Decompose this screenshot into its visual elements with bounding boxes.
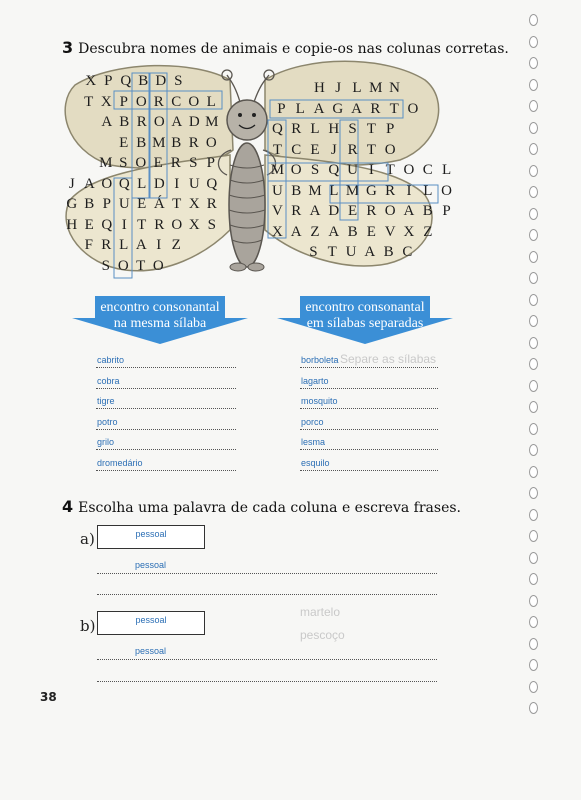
exercise-number: 3 bbox=[62, 38, 74, 57]
sentence-line-b1[interactable] bbox=[97, 648, 437, 660]
wordsearch-letter[interactable]: E bbox=[153, 155, 163, 171]
answer-word: lesma bbox=[301, 437, 326, 447]
answer-word: porco bbox=[301, 416, 324, 427]
exercise-instruction: Escolha uma palavra de cada coluna e escreva frases. bbox=[78, 500, 462, 516]
sentence-word-b: pessoal bbox=[135, 646, 167, 656]
exercise-4-heading bbox=[62, 497, 461, 516]
wordsearch-letter[interactable]: A bbox=[171, 114, 183, 130]
answer-word: cobra bbox=[97, 375, 120, 386]
wordsearch-letter[interactable]: U bbox=[188, 175, 200, 192]
wordsearch-letter[interactable]: H bbox=[313, 80, 325, 96]
wordsearch-letter[interactable]: L bbox=[352, 80, 362, 96]
wordsearch-letter[interactable]: L bbox=[441, 162, 452, 178]
wordsearch-letter[interactable]: P bbox=[386, 121, 395, 137]
sentence-line-a2[interactable] bbox=[97, 583, 437, 595]
wordsearch-letter[interactable]: I bbox=[156, 237, 162, 253]
wordsearch-letter[interactable]: H bbox=[328, 121, 340, 137]
word-box-a[interactable] bbox=[97, 525, 205, 549]
wordsearch-letter[interactable]: L bbox=[310, 121, 320, 137]
wordsearch-letter[interactable]: M bbox=[369, 80, 383, 96]
wordsearch-letter[interactable]: I bbox=[368, 162, 374, 178]
wordsearch-letter[interactable]: J bbox=[68, 175, 75, 192]
wordsearch-letter[interactable]: A bbox=[351, 100, 362, 117]
wordsearch-letter[interactable]: O bbox=[290, 162, 302, 178]
wordsearch-letter[interactable]: Á bbox=[153, 196, 165, 212]
wordsearch-letter[interactable]: R bbox=[291, 203, 302, 219]
wordsearch-letter[interactable]: E bbox=[119, 134, 129, 151]
wordsearch-letter[interactable]: L bbox=[137, 175, 147, 192]
wordsearch-letter[interactable]: P bbox=[442, 203, 451, 219]
sentence-line-a1[interactable] bbox=[97, 562, 437, 574]
wordsearch-letter[interactable]: O bbox=[384, 203, 396, 219]
wordsearch-letter[interactable]: O bbox=[117, 257, 129, 274]
wordsearch-letter[interactable]: I bbox=[174, 175, 180, 192]
wordsearch-letter[interactable]: E bbox=[366, 223, 376, 240]
wordsearch-letter[interactable]: R bbox=[170, 155, 181, 171]
wordsearch-letter[interactable]: P bbox=[102, 196, 111, 212]
wordsearch-letter[interactable]: S bbox=[207, 216, 216, 233]
show-through-text: martelo bbox=[300, 605, 341, 619]
answer-line[interactable] bbox=[96, 395, 236, 409]
wordsearch-letter[interactable]: V bbox=[384, 223, 396, 240]
wordsearch-letter[interactable]: S bbox=[309, 244, 318, 260]
sentence-line-b2[interactable] bbox=[97, 670, 437, 682]
wordsearch-letter[interactable]: L bbox=[329, 182, 339, 199]
wordsearch-letter[interactable]: A bbox=[290, 223, 302, 240]
wordsearch-letter[interactable]: S bbox=[189, 155, 198, 171]
item-letter-a: a) bbox=[80, 530, 95, 548]
wordsearch-letter[interactable]: Z bbox=[171, 237, 181, 253]
wordsearch-letter[interactable]: R bbox=[154, 216, 165, 233]
wordsearch-letter[interactable]: U bbox=[345, 244, 357, 260]
wordsearch-letter[interactable]: M bbox=[152, 134, 166, 151]
wordsearch-letter[interactable]: H bbox=[66, 216, 78, 233]
exercise-instruction: Descubra nomes de animais e copie-os nas colunas corretas. bbox=[78, 41, 509, 57]
answer-line[interactable] bbox=[96, 436, 236, 450]
wordsearch-letter[interactable]: X bbox=[188, 216, 200, 233]
wordsearch-letter[interactable]: B bbox=[138, 73, 149, 89]
wordsearch-letter[interactable]: D bbox=[155, 73, 167, 89]
sentence-word-a: pessoal bbox=[135, 560, 167, 570]
wordsearch-letter[interactable]: A bbox=[309, 203, 321, 219]
wordsearch-letter[interactable]: T bbox=[137, 216, 147, 233]
wordsearch-letter[interactable]: X bbox=[100, 93, 112, 110]
wordsearch-letter[interactable]: R bbox=[347, 141, 358, 158]
wordsearch-letter[interactable]: R bbox=[370, 100, 381, 117]
wordsearch-letter[interactable]: A bbox=[328, 223, 340, 240]
wordsearch-letter[interactable]: O bbox=[407, 100, 419, 117]
wordsearch-letter[interactable]: X bbox=[403, 223, 415, 240]
wordsearch-letter[interactable]: L bbox=[295, 100, 305, 117]
wordsearch-letter[interactable]: R bbox=[291, 121, 302, 137]
wordsearch-letter[interactable]: O bbox=[152, 257, 164, 274]
wordsearch-letter[interactable]: N bbox=[389, 80, 400, 96]
wordsearch-letter[interactable]: C bbox=[422, 162, 433, 178]
wordsearch-letter[interactable]: M bbox=[345, 182, 360, 199]
show-through-text: pescoço bbox=[300, 628, 345, 642]
wordsearch-letter[interactable]: U bbox=[118, 196, 130, 212]
wordsearch-letter[interactable]: Q bbox=[206, 175, 218, 192]
wordsearch-letter[interactable]: R bbox=[366, 203, 377, 219]
wordsearch-letter[interactable]: B bbox=[291, 182, 302, 199]
wordsearch-letter[interactable]: B bbox=[136, 134, 147, 151]
wordsearch-letter[interactable]: O bbox=[188, 93, 200, 110]
wordsearch-letter[interactable]: R bbox=[206, 196, 217, 212]
wordsearch-letter[interactable]: C bbox=[402, 244, 413, 260]
answer-word: mosquito bbox=[301, 396, 338, 406]
wordsearch-letter[interactable]: O bbox=[384, 141, 396, 158]
wordsearch-letter[interactable]: E bbox=[137, 196, 147, 212]
wordsearch-letter[interactable]: I bbox=[406, 182, 412, 199]
wordsearch-letter[interactable]: X bbox=[188, 196, 200, 212]
wordsearch-letter[interactable]: U bbox=[271, 182, 283, 199]
wordsearch-letter[interactable]: E bbox=[348, 203, 358, 219]
wordsearch-letter[interactable]: L bbox=[206, 93, 216, 110]
wordsearch-letter[interactable]: O bbox=[101, 175, 113, 192]
word-box-text: pessoal bbox=[135, 615, 167, 625]
wordsearch-letter[interactable]: T bbox=[136, 257, 146, 274]
wordsearch-letter[interactable]: T bbox=[385, 162, 395, 178]
wordsearch-letter[interactable]: A bbox=[83, 175, 95, 192]
wordsearch-letter[interactable]: D bbox=[188, 114, 200, 130]
wordsearch-letter[interactable]: X bbox=[271, 223, 283, 240]
wordsearch-letter[interactable]: R bbox=[385, 182, 396, 199]
wordsearch-letter[interactable]: E bbox=[84, 216, 94, 233]
answer-word: dromedário bbox=[97, 457, 143, 468]
wordsearch-letter[interactable]: C bbox=[171, 93, 182, 110]
wordsearch-letter[interactable]: B bbox=[171, 134, 182, 151]
wordsearch-letter[interactable]: D bbox=[153, 175, 165, 192]
wordsearch-letter[interactable]: O bbox=[171, 216, 183, 233]
wordsearch-letter[interactable]: T bbox=[272, 141, 282, 158]
wordsearch-letter[interactable]: O bbox=[135, 155, 147, 171]
wordsearch-letter[interactable]: O bbox=[441, 182, 452, 199]
wordsearch-letter[interactable]: G bbox=[66, 196, 78, 212]
wordsearch-letter[interactable]: T bbox=[327, 244, 337, 260]
wordsearch-letter[interactable]: A bbox=[135, 237, 147, 253]
wordsearch-letter[interactable]: P bbox=[206, 155, 215, 171]
wordsearch-letter[interactable]: Z bbox=[423, 223, 433, 240]
wordsearch-letter[interactable]: M bbox=[205, 114, 219, 130]
show-through-text: Separe as sílabas bbox=[340, 352, 437, 366]
wordsearch-letter[interactable]: S bbox=[119, 155, 128, 171]
answer-word: esquilo bbox=[301, 457, 330, 468]
wordsearch-letter[interactable]: A bbox=[364, 244, 376, 260]
wordsearch-letter[interactable]: R bbox=[101, 237, 112, 253]
wordsearch-letter[interactable]: S bbox=[348, 121, 357, 137]
wordsearch-letter[interactable]: R bbox=[136, 114, 147, 130]
wordsearch-letter[interactable]: Q bbox=[101, 216, 113, 233]
wordsearch-letter[interactable]: L bbox=[423, 182, 433, 199]
wordsearch-letter[interactable]: M bbox=[99, 155, 113, 171]
wordsearch-letter[interactable]: M bbox=[270, 162, 285, 178]
wordsearch-letter[interactable]: Q bbox=[271, 121, 283, 137]
wordsearch-letter[interactable]: M bbox=[308, 182, 322, 199]
wordsearch-letter[interactable]: T bbox=[84, 93, 94, 110]
item-letter-b: b) bbox=[80, 617, 96, 635]
left-column-header: encontro consonantal na mesma sílaba bbox=[100, 300, 220, 331]
wordsearch-letter[interactable]: X bbox=[85, 73, 97, 89]
right-column-header: encontro consonantal em sílabas separadas bbox=[305, 300, 425, 331]
wordsearch-letter[interactable]: O bbox=[403, 162, 415, 178]
wordsearch-letter[interactable]: B bbox=[347, 223, 358, 240]
wordsearch-letter[interactable]: B bbox=[119, 114, 130, 130]
answer-word: cabrito bbox=[97, 355, 125, 365]
wordsearch-letter[interactable]: R bbox=[153, 93, 164, 110]
wordsearch-letter[interactable]: P bbox=[104, 73, 113, 89]
answer-word: borboleta bbox=[301, 355, 339, 365]
wordsearch-letter[interactable]: E bbox=[310, 141, 320, 158]
wordsearch-letter[interactable]: O bbox=[205, 134, 217, 151]
wordsearch-letter[interactable]: L bbox=[119, 237, 129, 253]
wordsearch-letter[interactable]: Z bbox=[310, 223, 320, 240]
page-number: 38 bbox=[40, 690, 57, 704]
wordsearch-letter[interactable]: T bbox=[172, 196, 182, 212]
wordsearch-letter[interactable]: P bbox=[277, 100, 286, 117]
wordsearch-letter[interactable]: R bbox=[188, 134, 199, 151]
wordsearch-letter[interactable]: O bbox=[153, 114, 165, 130]
wordsearch-letter[interactable]: F bbox=[84, 237, 93, 253]
wordsearch-letter[interactable]: J bbox=[330, 141, 337, 158]
answer-word: potro bbox=[97, 416, 118, 427]
wordsearch-letter[interactable]: O bbox=[135, 93, 147, 110]
wordsearch-letter[interactable]: B bbox=[383, 244, 394, 260]
exercise-number: 4 bbox=[62, 497, 74, 516]
wordsearch-letter[interactable]: T bbox=[366, 141, 376, 158]
wordsearch-letter[interactable]: U bbox=[347, 162, 358, 178]
answer-word: lagarto bbox=[301, 375, 329, 386]
wordsearch-letter[interactable]: P bbox=[119, 93, 128, 110]
wordsearch-letter[interactable]: Q bbox=[118, 175, 130, 192]
wordsearch-letter[interactable]: S bbox=[101, 257, 110, 274]
wordsearch-letter[interactable]: G bbox=[332, 100, 344, 117]
answer-word: grilo bbox=[97, 437, 115, 447]
wordsearch-letter[interactable]: T bbox=[366, 121, 376, 137]
word-box-text: pessoal bbox=[135, 529, 167, 539]
wordsearch-letter[interactable]: A bbox=[403, 203, 415, 219]
wordsearch-letter[interactable]: I bbox=[121, 216, 127, 233]
wordsearch-letter[interactable]: G bbox=[365, 182, 377, 199]
answer-word: tigre bbox=[97, 396, 115, 406]
wordsearch-letter[interactable]: A bbox=[313, 100, 325, 117]
wordsearch-letter[interactable]: V bbox=[271, 203, 283, 219]
wordsearch-letter[interactable]: Q bbox=[328, 162, 340, 178]
wordsearch-letter[interactable]: T bbox=[389, 100, 399, 117]
wordsearch-letter[interactable]: J bbox=[335, 80, 342, 96]
wordsearch-letter[interactable]: S bbox=[310, 162, 320, 178]
wordsearch-letter[interactable]: C bbox=[291, 141, 302, 158]
wordsearch-letter[interactable]: B bbox=[422, 203, 433, 219]
wordsearch-letter[interactable]: Q bbox=[120, 73, 132, 89]
word-box-b[interactable] bbox=[97, 611, 205, 635]
wordsearch-letter[interactable]: B bbox=[84, 196, 95, 212]
wordsearch-letter[interactable]: D bbox=[328, 203, 340, 219]
wordsearch-letter[interactable]: A bbox=[101, 114, 113, 130]
wordsearch-letter[interactable]: S bbox=[174, 73, 183, 89]
